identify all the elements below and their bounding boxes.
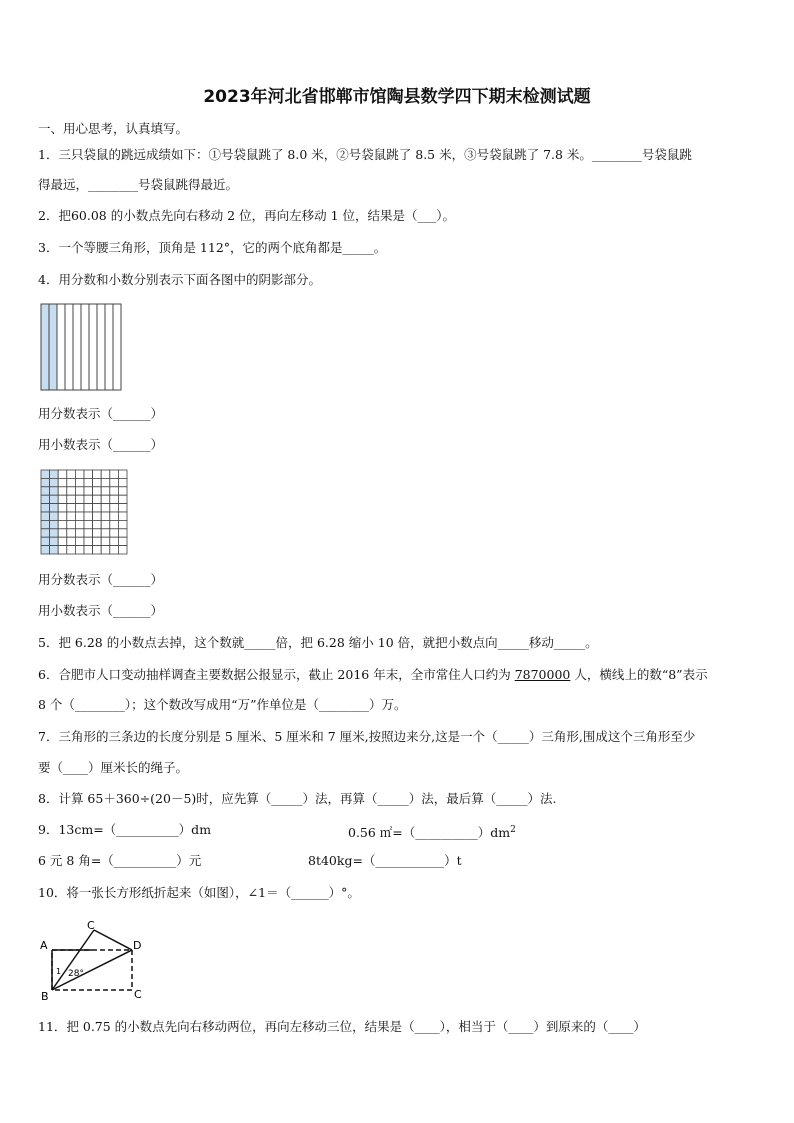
grid-cell	[84, 470, 93, 478]
answer-fraction-1: 用分数表示（______）	[38, 406, 164, 421]
grid-cell	[118, 495, 127, 503]
shaded-cell	[50, 529, 59, 537]
grid-cell	[58, 470, 67, 478]
grid-cell	[84, 495, 93, 503]
grid-cell	[84, 537, 93, 545]
grid-cell	[110, 495, 119, 503]
question-9-b	[348, 822, 516, 841]
strip	[65, 304, 73, 390]
grid-cell	[118, 512, 127, 520]
question-6-line-1	[38, 667, 708, 683]
shaded-cell	[50, 546, 59, 554]
grid-cell	[93, 512, 102, 520]
grid-cell	[67, 512, 76, 520]
grid-cell	[67, 495, 76, 503]
grid-cell	[58, 520, 67, 528]
grid-cell	[118, 470, 127, 478]
shaded-cell	[41, 478, 50, 486]
question-3: 3．一个等腰三角形，顶角是 112°，它的两个底角都是_____。	[38, 240, 387, 255]
grid-cell	[101, 478, 110, 486]
shaded-cell	[41, 470, 50, 478]
question-4: 4．用分数和小数分别表示下面各图中的阴影部分。	[38, 272, 321, 287]
grid-cell	[67, 520, 76, 528]
q9-b-superscript: 2	[510, 825, 516, 835]
grid-cell	[67, 478, 76, 486]
strip	[89, 304, 97, 390]
grid-cell	[84, 529, 93, 537]
strip	[105, 304, 113, 390]
grid-cell	[118, 546, 127, 554]
grid-cell	[75, 478, 84, 486]
q6-text-a: 6．合肥市人口变动抽样调查主要数据公报显示，截止 2016 年末，全市常住人口约为	[38, 667, 515, 682]
shaded-cell	[50, 495, 59, 503]
grid-cell	[58, 512, 67, 520]
question-11: 11．把 0.75 的小数点先向右移动两位，再向左移动三位，结果是（____），相当于（____）到原来的（____）	[38, 1019, 646, 1034]
grid-cell	[93, 470, 102, 478]
label-a: A	[40, 939, 48, 952]
folded-rectangle-figure	[36, 918, 151, 1003]
strip	[81, 304, 89, 390]
answer-fraction-2: 用分数表示（______）	[38, 572, 164, 587]
question-1-line-2: 得最远，________号袋鼠跳得最近。	[38, 177, 239, 192]
grid-cell	[101, 520, 110, 528]
strip	[57, 304, 65, 390]
question-5: 5．把 6.28 的小数点去掉，这个数就_____倍，把 6.28 缩小 10 倍，就把小数点向_____移动_____。	[38, 635, 598, 650]
strip	[73, 304, 81, 390]
grid-cell	[110, 537, 119, 545]
grid-cell	[75, 529, 84, 537]
grid-cell	[118, 520, 127, 528]
section-heading: 一、用心思考，认真填写。	[38, 121, 189, 136]
grid-cell	[84, 487, 93, 495]
grid-cell	[58, 478, 67, 486]
shaded-cell	[50, 478, 59, 486]
answer-decimal-1: 用小数表示（______）	[38, 437, 164, 452]
shaded-cell	[50, 512, 59, 520]
question-1-line-1: 1．三只袋鼠的跳远成绩如下：①号袋鼠跳了 8.0 米，②号袋鼠跳了 8.5 米，③号袋鼠跳了 7.8 米。________号袋鼠跳	[38, 147, 692, 162]
shaded-cell	[50, 520, 59, 528]
question-9-a: 9．13cm=（__________）dm	[38, 822, 212, 837]
shaded-cell	[50, 504, 59, 512]
grid-cell	[101, 529, 110, 537]
label-angle-28: 28°	[68, 969, 84, 979]
q6-underlined-number: 7870000	[514, 667, 571, 682]
grid-cell	[75, 504, 84, 512]
shaded-strip	[41, 304, 49, 390]
grid-cell	[84, 512, 93, 520]
grid-cell	[101, 487, 110, 495]
grid-cell	[101, 512, 110, 520]
grid-cell	[118, 537, 127, 545]
grid-cell	[101, 546, 110, 554]
grid-cell	[58, 546, 67, 554]
grid-cell	[93, 546, 102, 554]
grid-cell	[110, 487, 119, 495]
grid-cell	[58, 529, 67, 537]
q6-text-b: 人，横线上的数“8”表示	[570, 667, 708, 682]
grid-cell	[118, 478, 127, 486]
grid-cell	[75, 537, 84, 545]
grid-cell	[58, 495, 67, 503]
page-title: 2023年河北省邯郸市馆陶县数学四下期末检测试题	[203, 87, 591, 107]
grid-cell	[67, 504, 76, 512]
shaded-cell	[41, 537, 50, 545]
grid-cell	[84, 520, 93, 528]
grid-cell	[75, 470, 84, 478]
grid-cell	[93, 478, 102, 486]
grid-cell	[110, 470, 119, 478]
grid-cell	[93, 529, 102, 537]
grid-cell	[93, 495, 102, 503]
grid-figure	[40, 469, 128, 555]
grid-cell	[58, 487, 67, 495]
label-c-top: C	[87, 919, 95, 932]
grid-cell	[84, 504, 93, 512]
q9-b-text: 0.56 ㎡=（__________）dm	[348, 825, 511, 841]
shaded-cell	[41, 520, 50, 528]
question-2: 2．把60.08 的小数点先向右移动 2 位，再向左移动 1 位，结果是（___）。	[38, 208, 456, 223]
shaded-cell	[50, 487, 59, 495]
grid-cell	[93, 537, 102, 545]
grid-cell	[118, 529, 127, 537]
strip	[113, 304, 121, 390]
grid-cell	[67, 470, 76, 478]
shaded-cell	[41, 512, 50, 520]
label-b: B	[41, 990, 49, 1003]
grid-cell	[84, 546, 93, 554]
shaded-cell	[50, 537, 59, 545]
grid-cell	[67, 546, 76, 554]
answer-decimal-2: 用小数表示（______）	[38, 603, 164, 618]
grid-cell	[101, 504, 110, 512]
question-8: 8．计算 65＋360÷(20－5)时，应先算（_____）法，再算（_____）法，最后算（_____）法.	[38, 791, 557, 806]
grid-cell	[75, 512, 84, 520]
grid-cell	[118, 504, 127, 512]
grid-cell	[67, 487, 76, 495]
question-7-line-1: 7．三角形的三条边的长度分别是 5 厘米、5 厘米和 7 厘米,按照边来分,这是一个（_____）三角形,围成这个三角形至少	[38, 729, 696, 744]
grid-cell	[118, 487, 127, 495]
grid-cell	[93, 504, 102, 512]
strip	[97, 304, 105, 390]
grid-cell	[67, 529, 76, 537]
grid-cell	[110, 504, 119, 512]
question-9-d: 8t40kg=（___________）t	[308, 853, 462, 868]
shaded-cell	[41, 546, 50, 554]
grid-cell	[110, 529, 119, 537]
strip-figure	[40, 303, 122, 391]
grid-cell	[101, 470, 110, 478]
grid-cell	[110, 546, 119, 554]
shaded-cell	[41, 495, 50, 503]
grid-cell	[58, 537, 67, 545]
grid-cell	[67, 537, 76, 545]
grid-cell	[93, 487, 102, 495]
grid-cell	[110, 512, 119, 520]
grid-cell	[75, 487, 84, 495]
question-10: 10．将一张长方形纸折起来（如图），∠1＝（______）°。	[38, 885, 360, 900]
question-7-line-2: 要（____）厘米长的绳子。	[38, 760, 189, 775]
grid-cell	[58, 504, 67, 512]
label-d: D	[133, 939, 142, 952]
grid-cell	[75, 546, 84, 554]
question-9-c: 6 元 8 角=（__________）元	[38, 853, 202, 868]
shaded-cell	[41, 504, 50, 512]
grid-cell	[101, 495, 110, 503]
shaded-cell	[41, 529, 50, 537]
label-c-bottom: C	[134, 988, 142, 1001]
grid-cell	[101, 537, 110, 545]
shaded-strip	[49, 304, 57, 390]
grid-cell	[84, 478, 93, 486]
label-angle-1: 1	[56, 967, 62, 976]
grid-cell	[75, 495, 84, 503]
grid-cell	[75, 520, 84, 528]
shaded-cell	[41, 487, 50, 495]
grid-cell	[93, 520, 102, 528]
question-6-line-2: 8 个（________）；这个数改写成用“万”作单位是（________）万。	[38, 697, 407, 712]
grid-cell	[110, 478, 119, 486]
grid-cell	[110, 520, 119, 528]
shaded-cell	[50, 470, 59, 478]
